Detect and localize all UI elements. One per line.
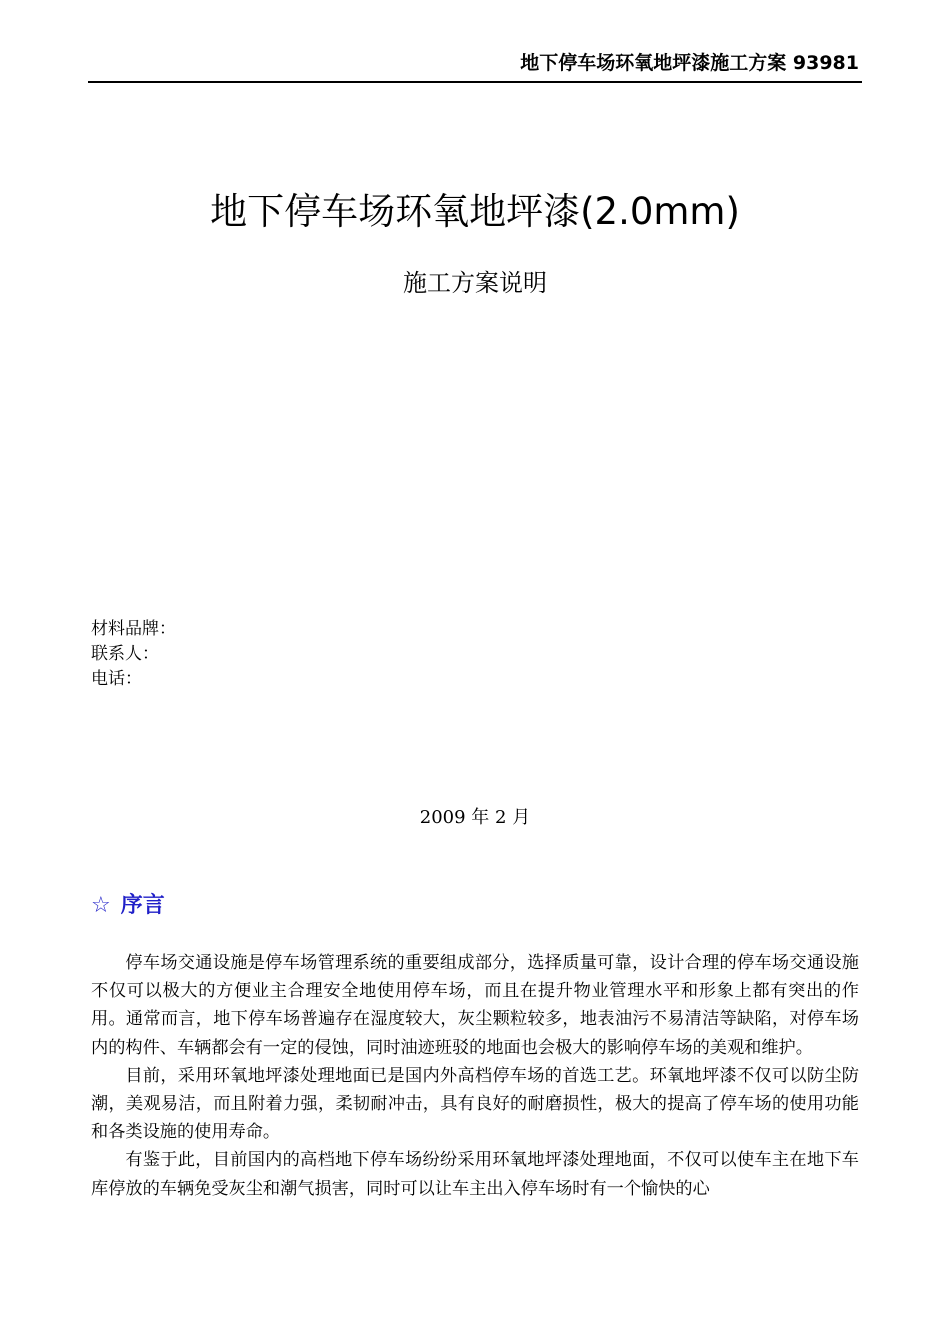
document-subtitle: 施工方案说明 bbox=[403, 269, 547, 297]
section-heading bbox=[91, 890, 165, 922]
contact-person-label: 联系人： bbox=[91, 644, 159, 664]
contact-block bbox=[91, 617, 176, 692]
paragraph: 有鉴于此，目前国内的高档地下停车场纷纷采用环氧地坪漆处理地面，不仅可以使车主在地下车库停放的车辆免受灰尘和潮气损害，同时可以让车主出入停车场时有一个愉快的心 bbox=[91, 1150, 859, 1199]
paragraph: 停车场交通设施是停车场管理系统的重要组成部分，选择质量可靠，设计合理的停车场交通设施不仅可以极大的方便业主合理安全地使用停车场，而且在提升物业管理水平和形象上都有突出的作用。通常而言，地下停车场普遍存在湿度较大，灰尘颗粒较多，地表油污不易清洁等缺陷，对停车场内的构件、车辆都会有一定的侵蚀，同时油迹班驳的地面也会极大的影响停车场的美观和维护。 bbox=[91, 953, 859, 1058]
section-body bbox=[91, 949, 859, 1203]
header-divider bbox=[88, 81, 862, 83]
section-heading-text: 序言 bbox=[120, 893, 165, 918]
document-title: 地下停车场环氧地坪漆(2.0mm) bbox=[210, 190, 740, 233]
paragraph: 目前，采用环氧地坪漆处理地面已是国内外高档停车场的首选工艺。环氧地坪漆不仅可以防尘防潮，美观易洁，而且附着力强，柔韧耐冲击，具有良好的耐磨损性，极大的提高了停车场的使用功能和各类设施的使用寿命。 bbox=[91, 1065, 859, 1143]
star-outline-icon: ☆ bbox=[91, 893, 111, 918]
running-header-title: 地下停车场环氧地坪漆施工方案 93981 bbox=[520, 52, 859, 74]
document-date: 2009 年 2 月 bbox=[419, 807, 531, 828]
phone-label: 电话： bbox=[91, 669, 142, 689]
brand-label: 材料品牌： bbox=[91, 619, 176, 639]
